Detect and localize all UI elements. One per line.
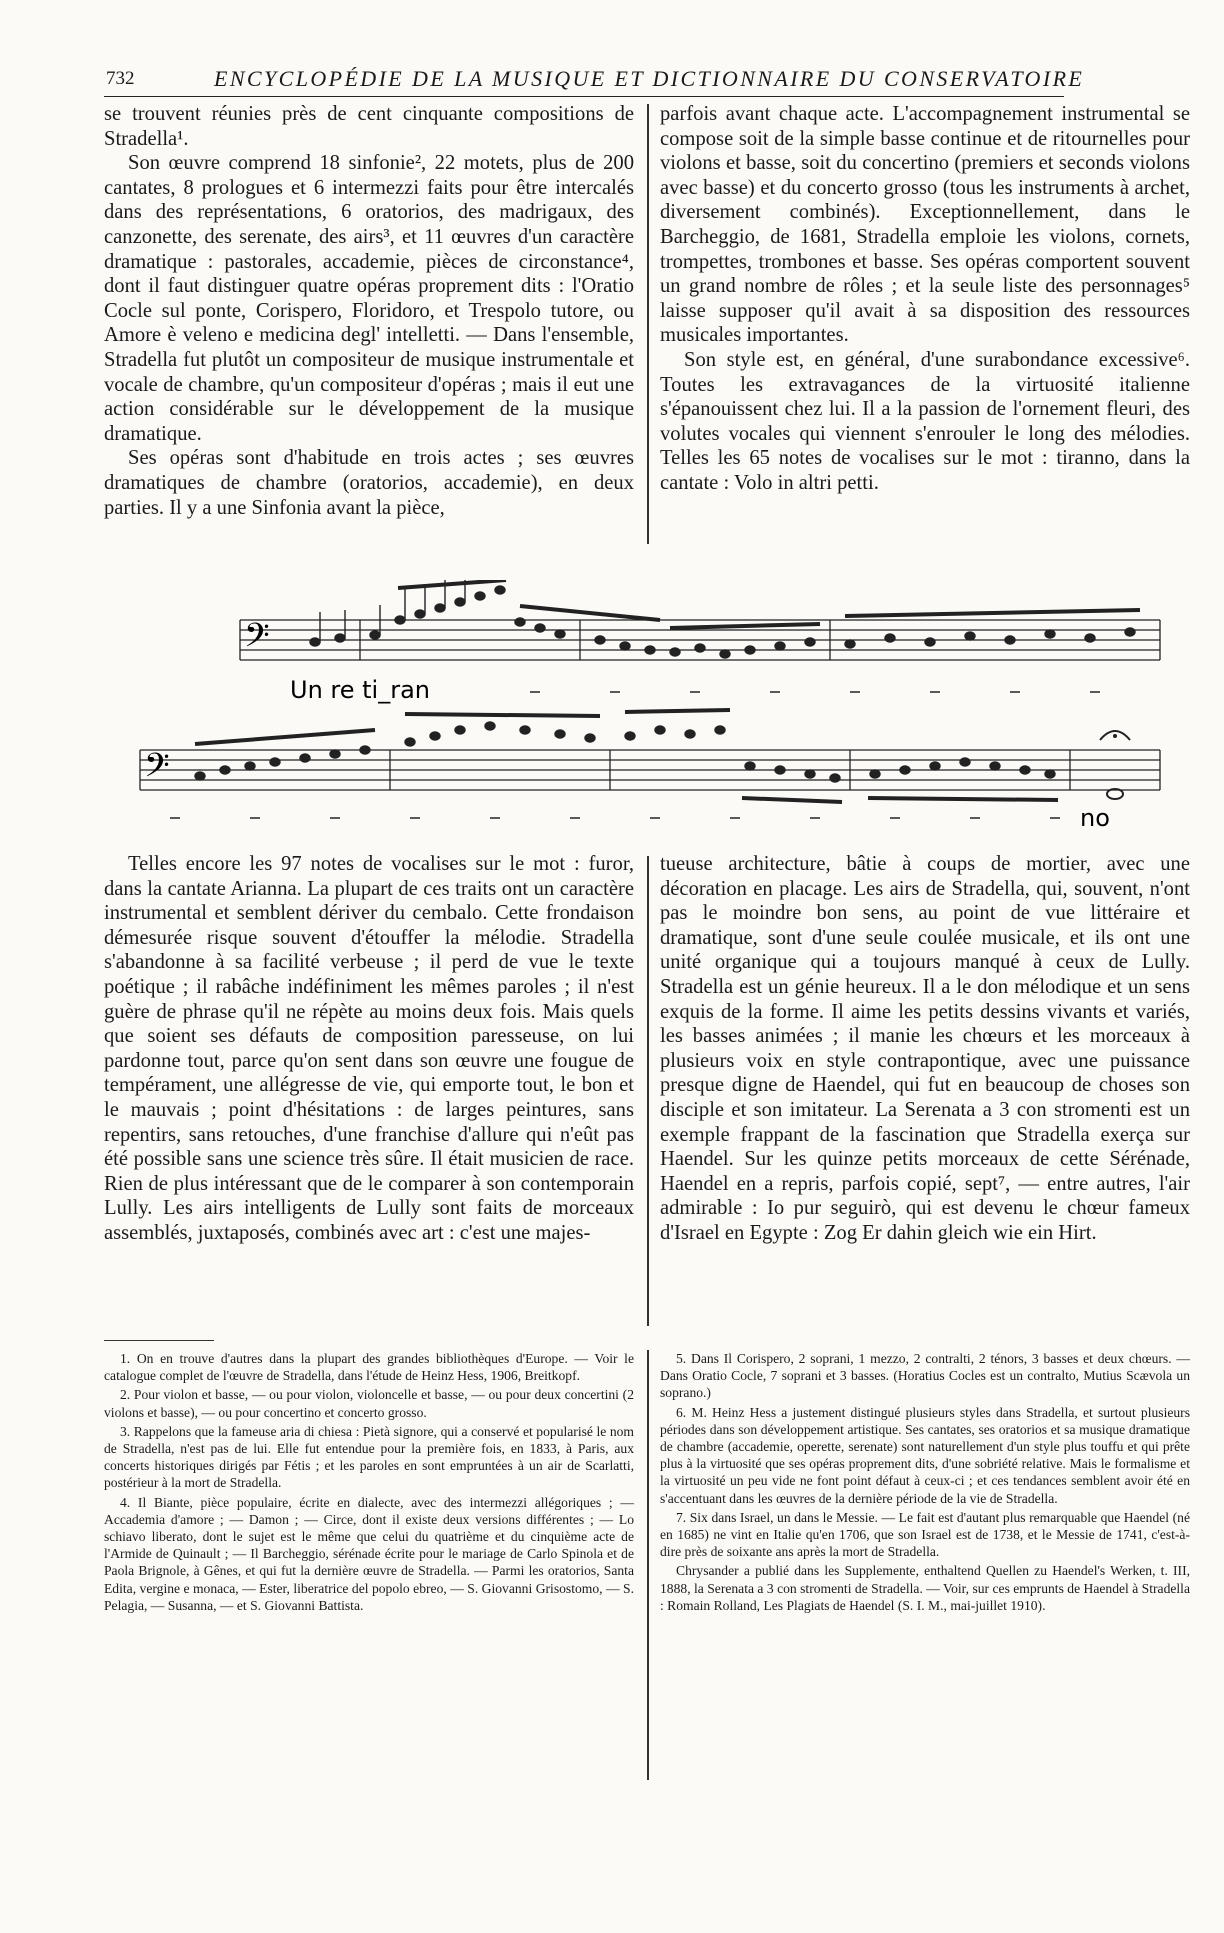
upper-right-column [660,102,1190,496]
paragraph: se trouvent réunies près de cent cinquante compositions de Stradella¹. [104,103,634,150]
page-number: 732 [106,68,135,89]
footnote: Chrysander a publié dans les Supplemente, enthaltend Quellen zu Haendel's Werken, t. III, 1888, la Serenata a 3 con stromenti de Stradella. — Voir, sur ces emprunts de Haendel à Stradella : Romain Rolland, Les Plagiats de Haendel (S. I. M., mai-juillet 1910). [660,1563,1190,1613]
footnote: 4. Il Biante, pièce populaire, écrite en dialecte, avec des intermezzi allégoriques ; — Accademia d'amore ; — Damon ; — Circe, dont il existe deux versions différentes ; — Lo schiavo liberato, dont le sujet est le même que celui du quatrième et du cinquième acte de l'Armide de Quinault ; — Il Barcheggio, sérénade écrite pour le mariage de Carlo Spinola et de Paola Brignole, à Gênes, et qui fut la dernière œuvre de Stradella. — Parmi les oratorios, Santa Edita, vergine e monaca, — Ester, liberatrice del popolo ebreo, — S. Giovanni Grisostomo, — S. Pelagia, — Susanna, — et S. Giovanni Battista. [104,1494,634,1613]
footnote-divider [647,1350,649,1780]
paragraph: Son œuvre comprend 18 sinfonie², 22 motets, plus de 200 cantates, 8 prologues et 6 intermezzi faits pour être intercalés dans des représentations, 6 oratorios, des madrigaux, des canzonette, des serenate, des airs³, et 11 œuvres d'un caractère dramatique : pastorales, accademie, pièces de circonstance⁴, dont il faut distinguer quatre opéras proprement dits : l'Oratio Cocle sul ponte, Corispero, Floridoro, et Trespolo tutore, ou Amore è veleno e medicina degl' intelletti. — Dans l'ensemble, Stradella fut plutôt un compositeur de musique instrumentale et vocale de chambre, qu'un compositeur d'opéras ; mais il eut une action considérable sur le développement de la musique dramatique. [104,152,634,445]
run-3 [670,624,820,658]
footnote: 7. Six dans Israel, un dans le Messie. — Le fait est d'autant plus remarquable que Haendel (né en 1685) ne vint en Italie qu'en 1706, que son Israel est de 1738, et le Messie de 1741, c'est-à-dire près de soixante ans après la mort de Stradella. [660,1509,1190,1560]
lyric-line-1: Un re ti_ran [290,676,431,704]
notes-line-2 [195,710,1123,802]
footnote: 6. M. Heinz Hess a justement distingué plusieurs styles dans Stradella, et surtout plusieurs périodes dans son développement artistique. Ses cantates, ses oratorios et sa musique dramatique de chambre (accademie, operette, serenate) sont naturellement d'un style plus touffu et qui prête plus à la virtuosité que ses opéras proprement dits, d'une sobriété relative. Mais le formalisme et la virtuosité un peu vide ne font point défaut à ceux-ci ; et ces tendances semblent avoir été en s'accentuant dans les œuvres de la dernière période de la vie de Stradella. [660,1404,1190,1506]
music-score [130,580,1170,840]
footnote: 1. On en trouve d'autres dans la plupart des grandes bibliothèques d'Europe. — Voir le catalogue complet de l'œuvre de Stradella, dans l'étude de Heinz Hess, 1906, Breitkopf. [104,1351,634,1384]
footnote: 2. Pour violon et basse, — ou pour violon, violoncelle et basse, — ou pour deux concertini (2 violons et basse), — ou pour concertino et concerto grosso. [104,1387,634,1420]
footnote-rule [104,1340,214,1341]
run-4 [845,610,1140,648]
column-divider [647,856,649,1326]
paragraph: Telles encore les 97 notes de vocalises sur le mot : furor, dans la cantate Arianna. La plupart de ces traits ont un caractère instrumental et semblent dériver du cembalo. Cette frondaison démesurée risque souvent d'étouffer la mélodie. Stradella s'abandonne à sa facilité verbeuse ; il perd de vue le texte poétique ; il rabâche indéfiniment les mêmes paroles ; il n'est guère de phrase qu'il ne répète au moins deux fois. Mais quels que soient ses défauts de composition paresseuse, on lui pardonne tout, parce qu'on sent dans son œuvre une fougue de tempérament, une allégresse de vie, qui emporte tout, le bon et le mauvais ; point d'hésitations : de larges peintures, sans repentirs, sans retouches, d'une franchise d'allure qui n'eût pas été possible sans une science très sûre. Il était musicien de race. Rien de plus intéressant que de le comparer à son contemporain Lully. Les airs intelligents de Lully sont faits de morceaux assemblés, juxtaposés, combinés avec art : c'est une majes- [104,853,634,1244]
staff-2 [140,750,1160,790]
paragraph: tueuse architecture, bâtie à coups de mortier, avec une décoration en placage. Les airs de Stradella, qui, souvent, n'ont pas le moindre bon sens, au point de vue littéraire et dramatique, sont d'une seule coulée musicale, et ils ont une unité organique qui a toujours manqué à ceux de Lully. Stradella est un génie heureux. Il a le don mélodique et un sens exquis de la forme. Il aime les petits dessins vivants et variés, les basses animées ; il manie les chœurs et les morceaux à plusieurs voix en style contrapontique, avec une puissance presque digne de Haendel, qui fut en beaucoup de choses son disciple et son imitateur. La Serenata a 3 con stromenti est un exemple frappant de la fascination que Stradella exerça sur Haendel. Sur les quinze petits morceaux de cette Sérénade, Haendel en a repris, parfois copié, sept⁷, — entre autres, l'air admirable : Io pur seguirò, qui est devenu le chœur fameux d'Israel en Egypte : Zog Er dahin gleich wie ein Hirt. [660,853,1190,1244]
bass-clef-icon: 𝄢 [144,747,170,793]
lower-left-column [104,852,634,1246]
run-1 [395,580,506,624]
paragraph: parfois avant chaque acte. L'accompagnement instrumental se compose soit de la simple basse continue et de ritournelles pour violons et basse, soit du concertino (premiers et seconds violons avec basse) et du concerto grosso (tous les instruments à archet, diversement combinés). Exceptionnellement, dans le Barcheggio, de 1681, Stradella emploie les violons, cornets, trompettes, trombones et basse. Ses opéras comportent souvent un grand nombre de rôles ; et la seule liste des personnages⁵ laisse supposer qu'il avait à sa disposition des ressources musicales importantes. [660,103,1190,347]
footnotes-right [660,1350,1190,1616]
music-example [130,580,1170,840]
footnote: 5. Dans Il Corispero, 2 soprani, 1 mezzo, 2 contralti, 2 ténors, 3 basses et deux chœurs. — Dans Oratio Cocle, 7 soprani et 3 basses. (Horatius Cocles est un contralto, Mutius Scævola un soprano.) [660,1351,1190,1401]
upper-left-column [104,102,634,520]
lower-right-column [660,852,1190,1246]
running-header [104,66,1085,97]
column-divider [647,104,649,544]
running-title: ENCYCLOPÉDIE DE LA MUSIQUE ET DICTIONNAIRE DU CONSERVATOIRE [214,66,1085,91]
footnotes-left [104,1350,634,1616]
lyric-end: no [1080,804,1110,832]
paragraph: Ses opéras sont d'habitude en trois actes ; ses œuvres dramatiques de chambre (oratorios, accademie), en deux parties. Il y a une Sinfonia avant la pièce, [104,447,634,519]
footnote: 3. Rappelons que la fameuse aria di chiesa : Pietà signore, qui a conservé et popularisé le nom de Stradella, n'est pas de lui. Elle fut entendue pour la première fois, en 1833, à Paris, aux concerts historiques dirigés par Fétis ; et les paroles en sont empruntées à un air de Scarlatti, postérieur à la mort de Stradella. [104,1423,634,1491]
notes-line-1 [310,580,1140,658]
paragraph: Son style est, en général, d'une surabondance excessive⁶. Toutes les extravagances de la virtuosité italienne s'épanouissent chez lui. Il a la passion de l'ornement fleuri, des volutes vocales qui viennent s'enrouler le long des mélodies. Telles les 65 notes de vocalises sur le mot : tiranno, dans la cantate : Volo in altri petti. [660,348,1190,494]
bass-clef-icon: 𝄢 [244,617,270,663]
